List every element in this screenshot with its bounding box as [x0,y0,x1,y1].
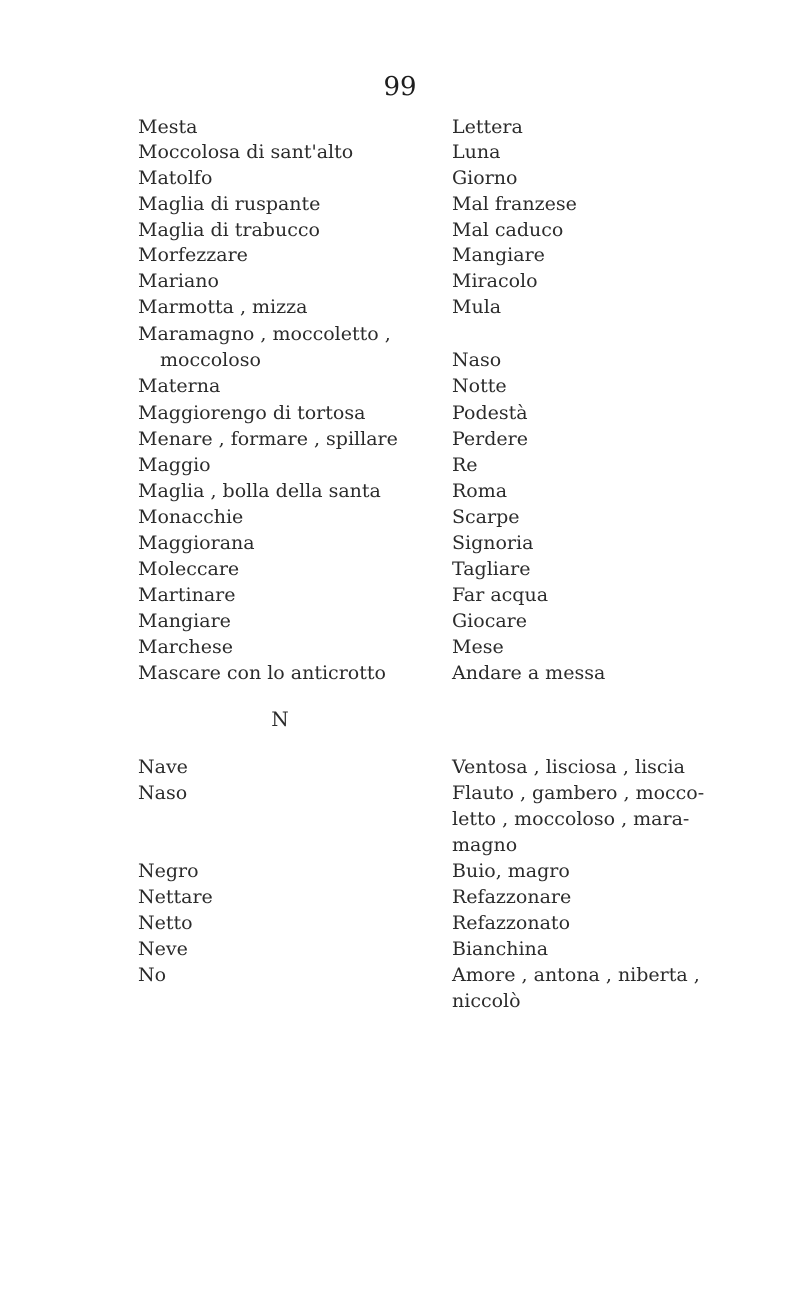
section-heading: N [271,707,289,731]
meaning-continuation: letto , moccoloso , mara- [452,808,690,830]
term: Nave [138,756,188,778]
term: Moccolosa di sant'alto [138,141,354,163]
term: Marmotta , mizza [138,296,308,318]
meaning: Far acqua [452,584,549,606]
term: Maggiorana [138,532,255,554]
term: Materna [138,375,221,397]
term: Marchese [138,636,233,658]
meaning: Roma [452,480,508,502]
meaning: Buio, magro [452,860,570,882]
term: Martinare [138,584,236,606]
meaning: Ventosa , lisciosa , liscia [452,756,685,778]
term-continuation: moccoloso [160,349,261,371]
term: Negro [138,860,199,882]
term: Netto [138,912,193,934]
term: Mascare con lo anticrotto [138,662,386,684]
term: Menare , formare , spillare [138,428,398,450]
meaning: Andare a messa [452,662,606,684]
term: Maglia , bolla della santa [138,480,381,502]
term: Naso [138,782,188,804]
meaning: Amore , antona , niberta , [452,964,700,986]
meaning: Signoria [452,532,534,554]
meaning: Mangiare [452,244,545,266]
meaning: Podestà [452,402,528,424]
term: Mesta [138,116,198,138]
term: Matolfo [138,167,213,189]
term: Monacchie [138,506,244,528]
meaning: Tagliare [452,558,531,580]
meaning: Giocare [452,610,527,632]
term: Maggio [138,454,211,476]
term: Maglia di trabucco [138,219,320,241]
term: Mangiare [138,610,231,632]
meaning-continuation: magno [452,834,518,856]
meaning: Refazzonare [452,886,572,908]
page-number: 99 [383,72,417,102]
meaning: Scarpe [452,506,520,528]
meaning: Miracolo [452,270,538,292]
meaning: Mal caduco [452,219,564,241]
term: Moleccare [138,558,240,580]
meaning: Re [452,454,478,476]
meaning: Naso [452,349,502,371]
meaning: Bianchina [452,938,549,960]
term: Maglia di ruspante [138,193,321,215]
term: Neve [138,938,188,960]
term: No [138,964,167,986]
term: Nettare [138,886,213,908]
meaning: Luna [452,141,501,163]
term: Morfezzare [138,244,248,266]
meaning: Giorno [452,167,518,189]
term: Maramagno , moccoletto , [138,323,391,345]
meaning: Perdere [452,428,528,450]
meaning: Refazzonato [452,912,571,934]
term: Mariano [138,270,219,292]
meaning: Mal franzese [452,193,577,215]
meaning: Notte [452,375,507,397]
meaning: Flauto , gambero , mocco- [452,782,705,804]
term: Maggiorengo di tortosa [138,402,366,424]
meaning: Lettera [452,116,523,138]
meaning: Mese [452,636,504,658]
meaning: Mula [452,296,502,318]
meaning-continuation: niccolò [452,990,521,1012]
